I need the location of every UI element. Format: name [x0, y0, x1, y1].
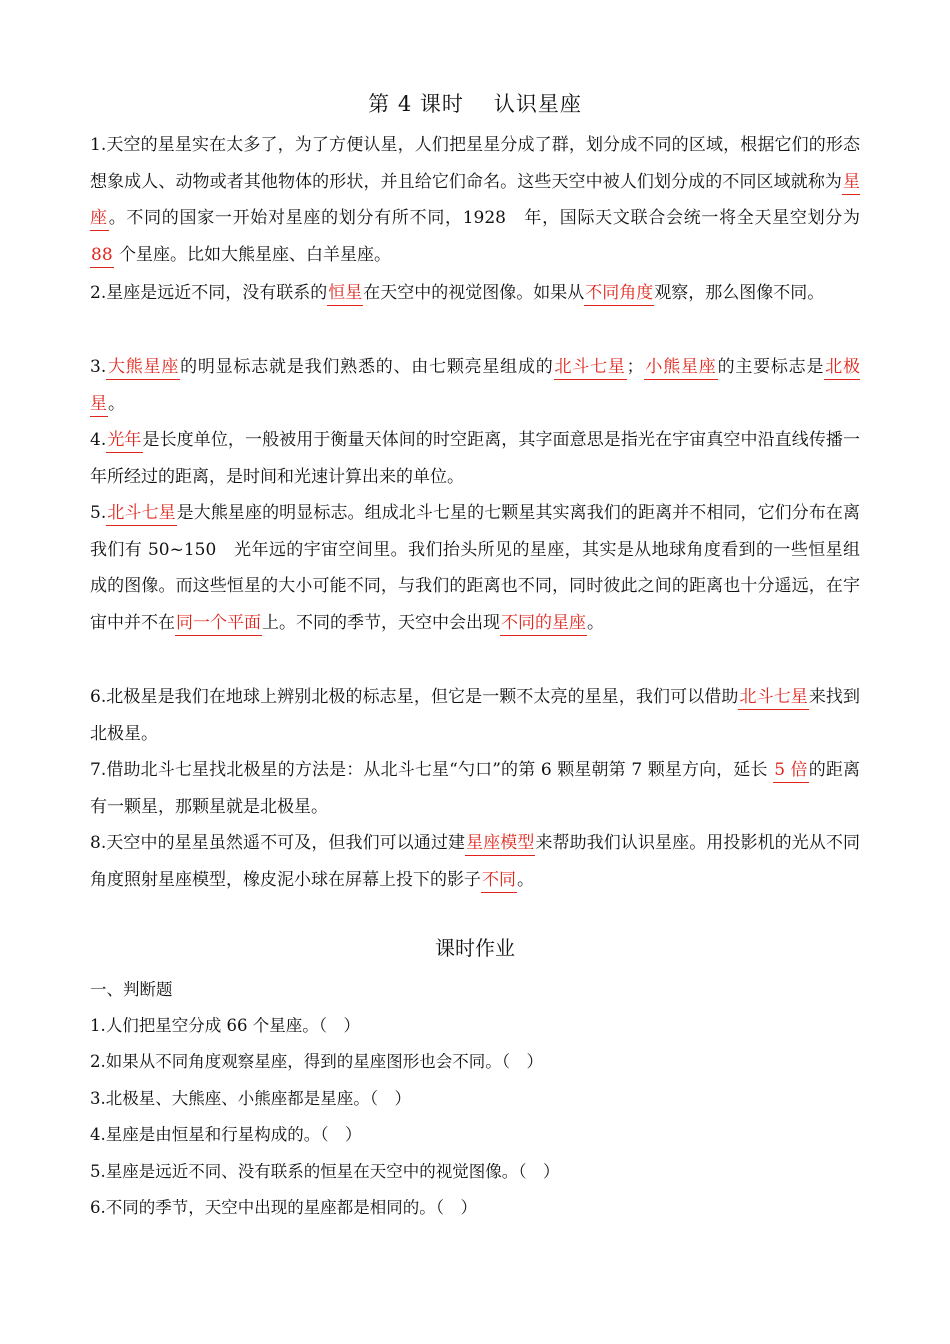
paragraph-6 [90, 679, 860, 752]
answer-blank: 北斗七星 [554, 357, 627, 380]
answer-blank: 北斗七星 [738, 687, 808, 710]
question-4: 4.星座是由恒星和行星构成的。（ ） [90, 1125, 362, 1144]
answer-blank: 恒星 [327, 283, 363, 306]
answer-blank: 88 [90, 245, 114, 268]
question-2: 2.如果从不同角度观察星座，得到的星座图形也会不同。（ ） [90, 1052, 543, 1071]
paragraph-2 [90, 275, 860, 312]
answer-blank: 北极星 [90, 357, 860, 417]
text-segment: 7.借助北斗七星找北极星的方法是：从北斗七星“勺口”的第 6 颗星朝第 7 颗星方向，延长 [90, 760, 774, 780]
question-5: 5.星座是远近不同、没有联系的恒星在天空中的视觉图像。（ ） [90, 1162, 560, 1181]
answer-blank: 光年 [106, 430, 142, 453]
answer-blank: 不同的星座 [500, 613, 587, 636]
text-segment: 是大熊星座的明显标志。组成北斗七星的七颗星其实离我们的距离并不相同，它们分布在离我们有 50~150 光年远的宇宙空间里。我们抬头所见的星座，其实是从地球角度看到的一些恒星组成的图像。而这些恒星的大小可能不同，与我们的距离也不同，同时彼此之间的距离也十分遥远，在宇宙中并不在 [90, 503, 861, 633]
text-segment: 个星座。比如大熊星座、白羊星座。 [113, 244, 392, 265]
text-segment: 3. [90, 357, 107, 377]
lesson-number: 第 4 课时 [368, 92, 464, 116]
text-segment: 。 [587, 612, 604, 633]
paragraph-1 [90, 127, 860, 273]
answer-blank: 星座模型 [465, 833, 535, 856]
homework-section-heading: 一、判断题 [90, 980, 173, 999]
text-segment: 观察，那么图像不同。 [654, 283, 825, 303]
text-segment: 来找到北极星。 [90, 687, 860, 744]
text-segment: 2.星座是远近不同，没有联系的 [90, 283, 328, 303]
paragraph-3 [90, 349, 860, 422]
question-6: 6.不同的季节，天空中出现的星座都是相同的。（ ） [90, 1198, 477, 1217]
text-segment: 5. [90, 503, 107, 523]
paragraph-4 [90, 422, 860, 495]
text-segment: 在天空中的视觉图像。如果从 [363, 283, 585, 303]
text-segment: 的距离有一颗星，那颗星就是北极星。 [90, 760, 860, 817]
text-segment: 。 [108, 393, 125, 414]
text-segment: 。不同的国家一开始对星座的划分有所不同，1928 年，国际天文联合会统一将全天星空划分为 [108, 208, 860, 228]
answer-blank: 不同角度 [584, 283, 654, 306]
text-segment: 的明显标志就是我们熟悉的、由七颗亮星组成的 [180, 357, 554, 377]
question-3: 3.北极星、大熊座、小熊座都是星座。（ ） [90, 1089, 411, 1108]
text-segment: 6.北极星是我们在地球上辨别北极的标志星，但它是一颗不太亮的星星，我们可以借助 [90, 687, 739, 707]
paragraph-8 [90, 825, 860, 898]
text-segment: 。 [517, 869, 534, 890]
answer-blank: 北斗七星 [106, 503, 176, 526]
text-segment: 8.天空中的星星虽然遥不可及，但我们可以通过建 [90, 833, 466, 853]
lesson-topic: 认识星座 [493, 92, 582, 116]
paragraph-5 [90, 495, 860, 641]
text-segment: 上。不同的季节，天空中会出现 [262, 612, 500, 633]
answer-blank: 大熊星座 [106, 357, 180, 380]
text-segment: ； [626, 357, 644, 377]
text-segment: 来帮助我们认识星座。用投影机的光从不同角度照射星座模型，橡皮泥小球在屏幕上投下的影子 [90, 833, 860, 890]
answer-blank: 不同 [481, 870, 517, 893]
answer-blank: 星座 [90, 172, 860, 232]
text-segment: 的主要标志是 [717, 357, 825, 377]
text-segment: 4. [90, 430, 107, 450]
homework-title: 课时作业 [435, 936, 515, 960]
text-segment: 1.天空的星星实在太多了，为了方便认星，人们把星星分成了群，划分成不同的区域，根据它们的形态想象成人、动物或者其他物体的形状，并且给它们命名。这些天空中被人们划分成的不同区域就称为 [90, 135, 860, 192]
page-title [0, 88, 950, 118]
answer-blank: 小熊星座 [644, 357, 718, 380]
answer-blank: 同一个平面 [175, 613, 262, 636]
question-1: 1.人们把星空分成 66 个星座。（ ） [90, 1016, 360, 1035]
text-segment: 是长度单位，一般被用于衡量天体间的时空距离，其字面意思是指光在宇宙真空中沿直线传播一年所经过的距离，是时间和光速计算出来的单位。 [90, 430, 861, 487]
answer-blank: 5 倍 [773, 760, 809, 783]
paragraph-7 [90, 752, 860, 825]
